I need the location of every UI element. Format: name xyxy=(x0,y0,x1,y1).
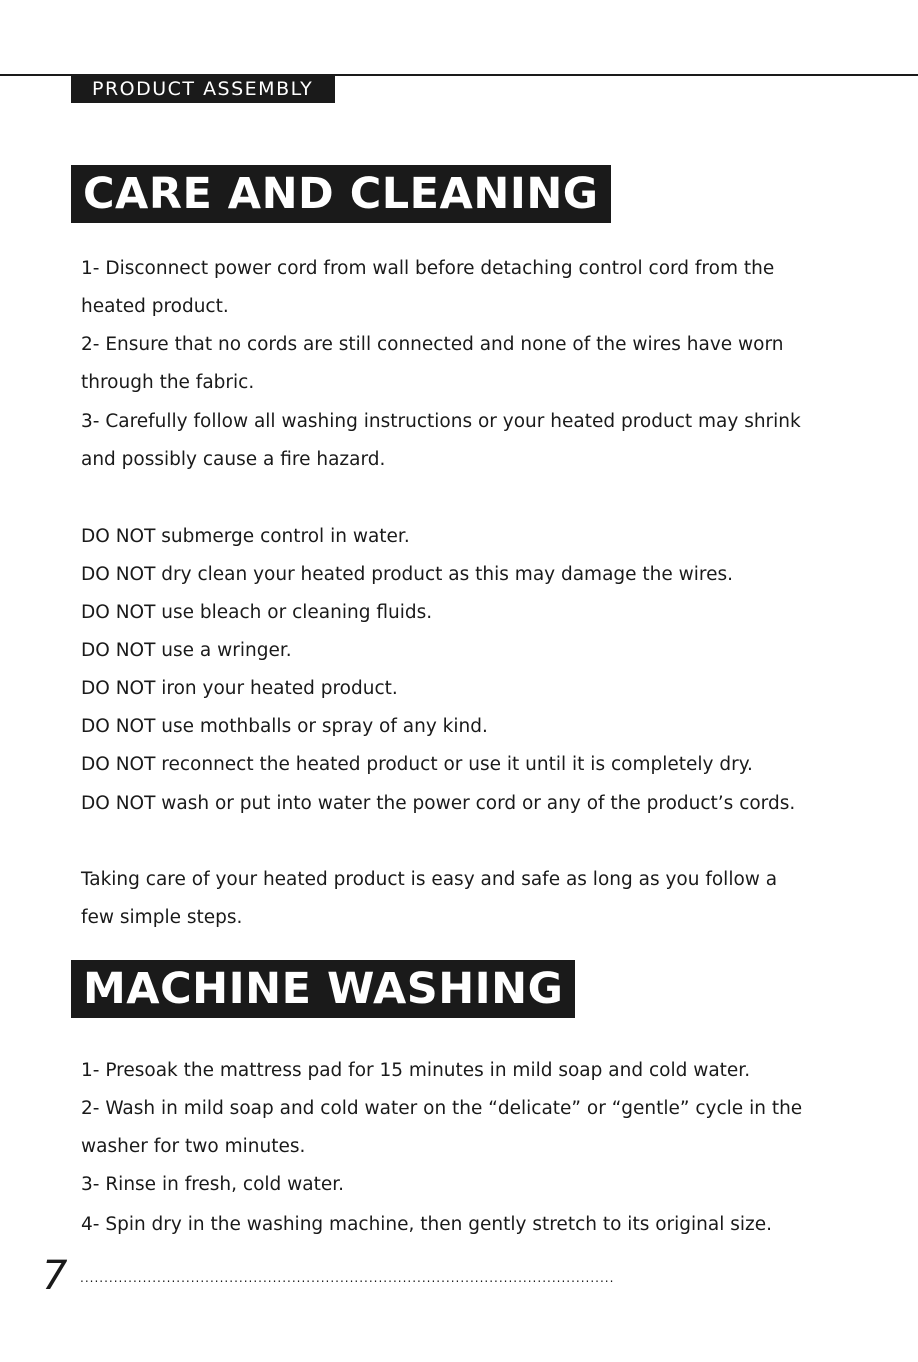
care-line: through the fabric. xyxy=(81,372,255,393)
care-line: and possibly cause a fire hazard. xyxy=(81,449,386,470)
washing-line: 3- Rinse in fresh, cold water. xyxy=(81,1174,345,1195)
summary-line: Taking care of your heated product is easy and safe as long as you follow a xyxy=(81,869,778,890)
page-number: 7 xyxy=(42,1253,68,1299)
care-line: heated product. xyxy=(81,296,229,317)
warning-item: DO NOT iron your heated product. xyxy=(81,678,398,699)
summary-line: few simple steps. xyxy=(81,907,243,928)
machine-washing-heading: MACHINE WASHING xyxy=(71,960,575,1018)
warning-item: DO NOT wash or put into water the power cord or any of the product’s cords. xyxy=(81,793,796,814)
warning-item: DO NOT dry clean your heated product as this may damage the wires. xyxy=(81,564,734,585)
washing-line: 4- Spin dry in the washing machine, then gently stretch to its original size. xyxy=(81,1214,772,1235)
dot-leader: ............................................................................................................... xyxy=(80,1271,615,1285)
washing-line: 2- Wash in mild soap and cold water on the “delicate” or “gentle” cycle in the xyxy=(81,1098,803,1119)
warning-item: DO NOT reconnect the heated product or use it until it is completely dry. xyxy=(81,754,753,775)
care-line: 3- Carefully follow all washing instructions or your heated product may shrink xyxy=(81,411,801,432)
warning-item: DO NOT submerge control in water. xyxy=(81,526,410,547)
care-and-cleaning-heading: CARE AND CLEANING xyxy=(71,165,611,223)
section-tab: PRODUCT ASSEMBLY xyxy=(71,76,335,103)
washing-line: washer for two minutes. xyxy=(81,1136,306,1157)
warning-item: DO NOT use a wringer. xyxy=(81,640,292,661)
care-line: 1- Disconnect power cord from wall before detaching control cord from the xyxy=(81,258,775,279)
care-line: 2- Ensure that no cords are still connected and none of the wires have worn xyxy=(81,334,784,355)
warning-item: DO NOT use bleach or cleaning fluids. xyxy=(81,602,433,623)
warning-item: DO NOT use mothballs or spray of any kind. xyxy=(81,716,488,737)
washing-line: 1- Presoak the mattress pad for 15 minutes in mild soap and cold water. xyxy=(81,1060,751,1081)
